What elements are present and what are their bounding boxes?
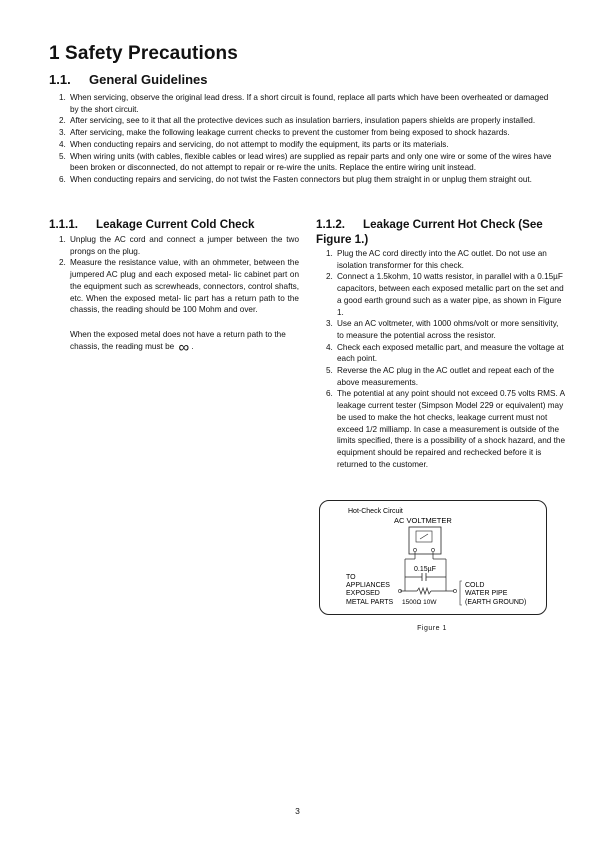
section-title: General Guidelines <box>89 72 208 87</box>
cold-check-heading <box>49 217 309 232</box>
hot-check-heading <box>316 217 566 247</box>
cold-check-steps <box>59 234 299 316</box>
resistor-label: 1500Ω 10W <box>402 599 437 606</box>
page-title: 1 Safety Precautions <box>49 43 238 64</box>
list-item: 2. Measure the resistance value, with an ohmmeter, between the jumpered AC plug and each exposed metal- lic cabinet part on the equipment such as screwheads, connectors, control shafts, etc. When the exposed metal- lic part has a return path to the chassis, the reading should be 100 Mohm and over. <box>59 258 299 315</box>
list-item: 4. Check each exposed metallic part, and measure the voltage at each point. <box>326 342 564 364</box>
list-item: 6. When conducting repairs and servicing, do not twist the Fasten connectors but plug them straight in or unplug them straight out. <box>59 174 532 184</box>
hot-check-circuit-figure <box>319 500 547 615</box>
cold-check-note: When the exposed metal does not have a return path to the chassis, the reading must be ∞ . <box>70 330 286 356</box>
infinity-symbol: ∞ <box>178 338 190 356</box>
list-item: 5. When wiring units (with cables, flexible cables or lead wires) are supplied as repair parts and only one wire or some of the wires have been broken or disconnected, do not attempt to repair or re-wire the units. Replace the entire wiring unit instead. <box>59 151 552 173</box>
list-item: 3. Use an AC voltmeter, with 1000 ohms/volt or more sensitivity, to measure the potential across the resistor. <box>326 319 559 340</box>
list-item: 1. When servicing, observe the original lead dress. If a short circuit is found, replace all parts which have been overheated or damaged by the short circuit. <box>59 93 549 114</box>
page-number: 3 <box>295 806 300 816</box>
circuit-diagram <box>320 501 546 614</box>
ground-bracket <box>460 581 462 605</box>
figure-caption: Figure 1 <box>417 625 447 632</box>
capacitor-label: 0.15µF <box>414 566 436 573</box>
list-item: 6. The potential at any point should not exceed 0.75 volts RMS. A leakage current tester (Simpson Model 229 or equivalent) may be used to make the hot checks, leakage current must not exceed 1/2 milliamp. In case a measurement is outside of the limits specified, there is a possibility of a shock hazard, and the equipment should be repaired and rechecked before it is returned to the customer. <box>326 389 565 469</box>
appliance-label-line: EXPOSED <box>346 590 380 597</box>
ground-label-line: WATER PIPE <box>465 590 508 597</box>
ground-label-line: (EARTH GROUND) <box>465 599 527 606</box>
cold-check-title: Leakage Current Cold Check <box>96 218 255 231</box>
general-guidelines-list <box>59 92 559 186</box>
terminal-right <box>431 548 434 551</box>
section-heading <box>49 72 208 87</box>
voltmeter-label: AC VOLTMETER <box>394 516 452 525</box>
hot-check-number: 1.1.2. <box>316 218 346 231</box>
circuit-title: Hot-Check Circuit <box>348 508 403 515</box>
list-item: 1. Plug the AC cord directly into the AC outlet. Do not use an isolation transformer for this check. <box>326 249 547 270</box>
meter-needle <box>420 534 428 539</box>
list-item: 2. After servicing, see to it that all the protective devices such as insulation barriers, insulation papers shields are properly installed. <box>59 116 536 126</box>
ground-label-line: COLD <box>465 582 485 589</box>
list-item: 2. Connect a 1.5kohm, 10 watts resistor, in parallel with a 0.15µF capacitors, between each exposed metallic part on the set and a good earth ground such as a water pipe, as shown in Figure 1. <box>326 272 564 317</box>
cold-check-number: 1.1.1. <box>49 218 79 231</box>
terminal-left <box>413 548 416 551</box>
appliance-label-line: METAL PARTS <box>346 599 394 606</box>
hot-check-steps <box>326 248 566 470</box>
list-item: 1. Unplug the AC cord and connect a jumper between the two prongs on the plug. <box>59 235 299 256</box>
section-number: 1.1. <box>49 72 71 87</box>
list-item: 3. After servicing, make the following leakage current checks to prevent the customer from being exposed to shock hazards. <box>59 128 510 138</box>
resistor-symbol <box>417 588 431 594</box>
hot-check-title: Leakage Current Hot Check (See Figure 1.) <box>316 218 543 246</box>
list-item: 5. Reverse the AC plug in the AC outlet and repeat each of the above measurements. <box>326 366 555 387</box>
appliance-label-line: TO <box>346 574 356 581</box>
list-item: 4. When conducting repairs and servicing, do not attempt to modify the equipment, its parts or its materials. <box>59 139 449 149</box>
appliance-label-line: APPLIANCES <box>346 582 390 589</box>
